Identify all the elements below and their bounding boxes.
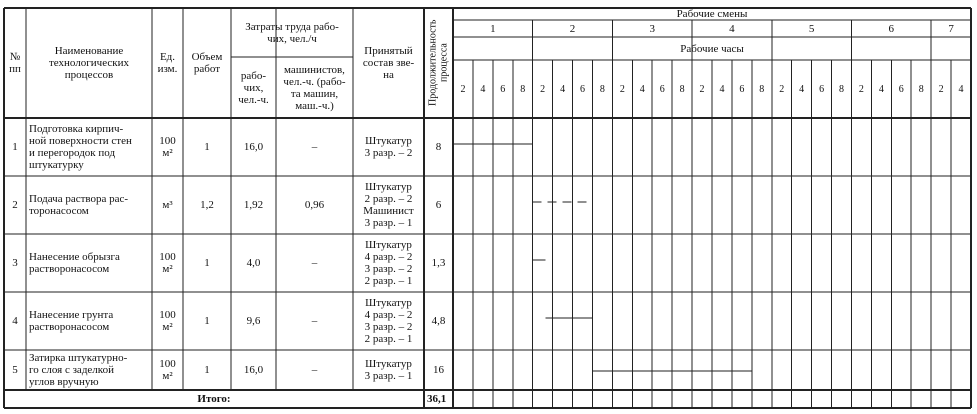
header-shifts: Рабочие смены bbox=[676, 8, 748, 20]
row-volume: 1 bbox=[204, 315, 210, 327]
row-crew: Штукатур 3 разр. – 1 bbox=[364, 358, 413, 382]
shift-number: 2 bbox=[569, 22, 576, 35]
row-process-name: Подготовка кирпич- ной поверхности стен и перегородок под штукатурку bbox=[29, 123, 132, 171]
hour-label: 8 bbox=[599, 84, 605, 95]
row-unit: 100 м² bbox=[159, 358, 176, 382]
row-labor-workers: 4,0 bbox=[246, 257, 261, 269]
hour-label: 2 bbox=[540, 84, 546, 95]
row-labor-workers: 16,0 bbox=[243, 141, 264, 153]
row-volume: 1 bbox=[204, 257, 210, 269]
shift-number: 4 bbox=[729, 22, 735, 35]
shift-number: 1 bbox=[490, 22, 496, 35]
hour-label: 2 bbox=[619, 84, 625, 95]
row-unit: 100 м² bbox=[159, 309, 176, 333]
hour-label: 2 bbox=[460, 84, 466, 95]
hour-label: 4 bbox=[799, 84, 805, 95]
row-crew: Штукатур 3 разр. – 2 bbox=[364, 135, 413, 159]
row-duration: 6 bbox=[435, 199, 442, 211]
shift-number: 3 bbox=[649, 22, 655, 35]
row-labor-workers: 16,0 bbox=[243, 364, 264, 376]
row-volume: 1 bbox=[204, 364, 210, 376]
shift-number: 7 bbox=[948, 22, 954, 35]
shift-number: 5 bbox=[808, 22, 815, 35]
row-crew: Штукатур 2 разр. – 2 Машинист 3 разр. – 1 bbox=[363, 181, 414, 229]
row-num: 3 bbox=[12, 257, 18, 269]
header-hours: Рабочие часы bbox=[680, 43, 744, 55]
row-labor-machinists: – bbox=[311, 364, 318, 376]
row-duration: 8 bbox=[435, 141, 442, 153]
total-label: Итого: bbox=[197, 393, 231, 405]
hour-label: 6 bbox=[898, 84, 904, 95]
row-labor-workers: 1,92 bbox=[243, 199, 264, 211]
row-labor-machinists: – bbox=[311, 315, 318, 327]
header-process-name: Наименование технологических процессов bbox=[49, 45, 129, 81]
row-duration: 16 bbox=[433, 364, 444, 376]
row-crew: Штукатур 4 разр. – 2 3 разр. – 2 2 разр. – 1 bbox=[364, 239, 413, 287]
row-crew: Штукатур 4 разр. – 2 3 разр. – 2 2 разр. – 1 bbox=[364, 297, 413, 345]
header-duration: Продолжительность процесса bbox=[427, 19, 450, 107]
hour-label: 8 bbox=[679, 84, 685, 95]
row-process-name: Нанесение грунта растворонасосом bbox=[29, 309, 114, 333]
header-crew: Принятый состав зве- на bbox=[362, 45, 415, 81]
header-num: № пп bbox=[9, 51, 21, 75]
row-volume: 1,2 bbox=[200, 199, 214, 211]
row-labor-machinists: 0,96 bbox=[304, 199, 325, 211]
shift-number: 6 bbox=[888, 22, 895, 35]
row-num: 5 bbox=[12, 364, 18, 376]
header-volume: Объем работ bbox=[191, 51, 223, 75]
row-num: 1 bbox=[12, 141, 18, 153]
hour-label: 4 bbox=[958, 84, 964, 95]
header-labor-workers: рабо- чих, чел.-ч. bbox=[238, 70, 269, 106]
row-labor-machinists: – bbox=[311, 257, 318, 269]
hour-label: 4 bbox=[560, 84, 566, 95]
row-labor-workers: 9,6 bbox=[246, 315, 261, 327]
header-labor-machinists: машинистов, чел.-ч. (рабо- та машин, маш.-ч.) bbox=[283, 64, 346, 112]
row-labor-machinists: – bbox=[311, 141, 318, 153]
header-unit: Ед. изм. bbox=[157, 51, 178, 75]
hour-label: 4 bbox=[639, 84, 645, 95]
hour-label: 8 bbox=[759, 84, 765, 95]
hour-label: 2 bbox=[938, 84, 944, 95]
header-labor: Затраты труда рабо- чих, чел./ч bbox=[245, 21, 339, 45]
hour-label: 6 bbox=[659, 84, 665, 95]
hour-label: 4 bbox=[480, 84, 486, 95]
hour-label: 2 bbox=[699, 84, 705, 95]
hour-label: 6 bbox=[500, 84, 506, 95]
total-value: 36,1 bbox=[427, 393, 447, 405]
row-process-name: Подача раствора рас- торонасосом bbox=[29, 193, 129, 217]
hour-label: 4 bbox=[878, 84, 884, 95]
hour-label: 2 bbox=[779, 84, 785, 95]
hour-label: 8 bbox=[839, 84, 844, 95]
hour-label: 2 bbox=[858, 84, 864, 95]
hour-label: 8 bbox=[520, 84, 526, 95]
hour-label: 4 bbox=[719, 84, 725, 95]
row-unit: м³ bbox=[162, 199, 173, 211]
row-process-name: Нанесение обрызга растворонасосом bbox=[29, 251, 120, 275]
row-num: 2 bbox=[12, 199, 18, 211]
row-duration: 4,8 bbox=[431, 315, 446, 327]
row-num: 4 bbox=[12, 315, 18, 327]
hour-label: 8 bbox=[918, 84, 924, 95]
hour-label: 6 bbox=[819, 84, 825, 95]
row-duration: 1,3 bbox=[431, 257, 446, 269]
row-unit: 100 м² bbox=[159, 251, 176, 275]
row-process-name: Затирка штукатурно- го слоя с заделкой углов вручную bbox=[29, 352, 128, 388]
row-volume: 1 bbox=[204, 141, 210, 153]
row-unit: 100 м² bbox=[159, 135, 176, 159]
hour-label: 6 bbox=[580, 84, 585, 95]
hour-label: 6 bbox=[739, 84, 745, 95]
